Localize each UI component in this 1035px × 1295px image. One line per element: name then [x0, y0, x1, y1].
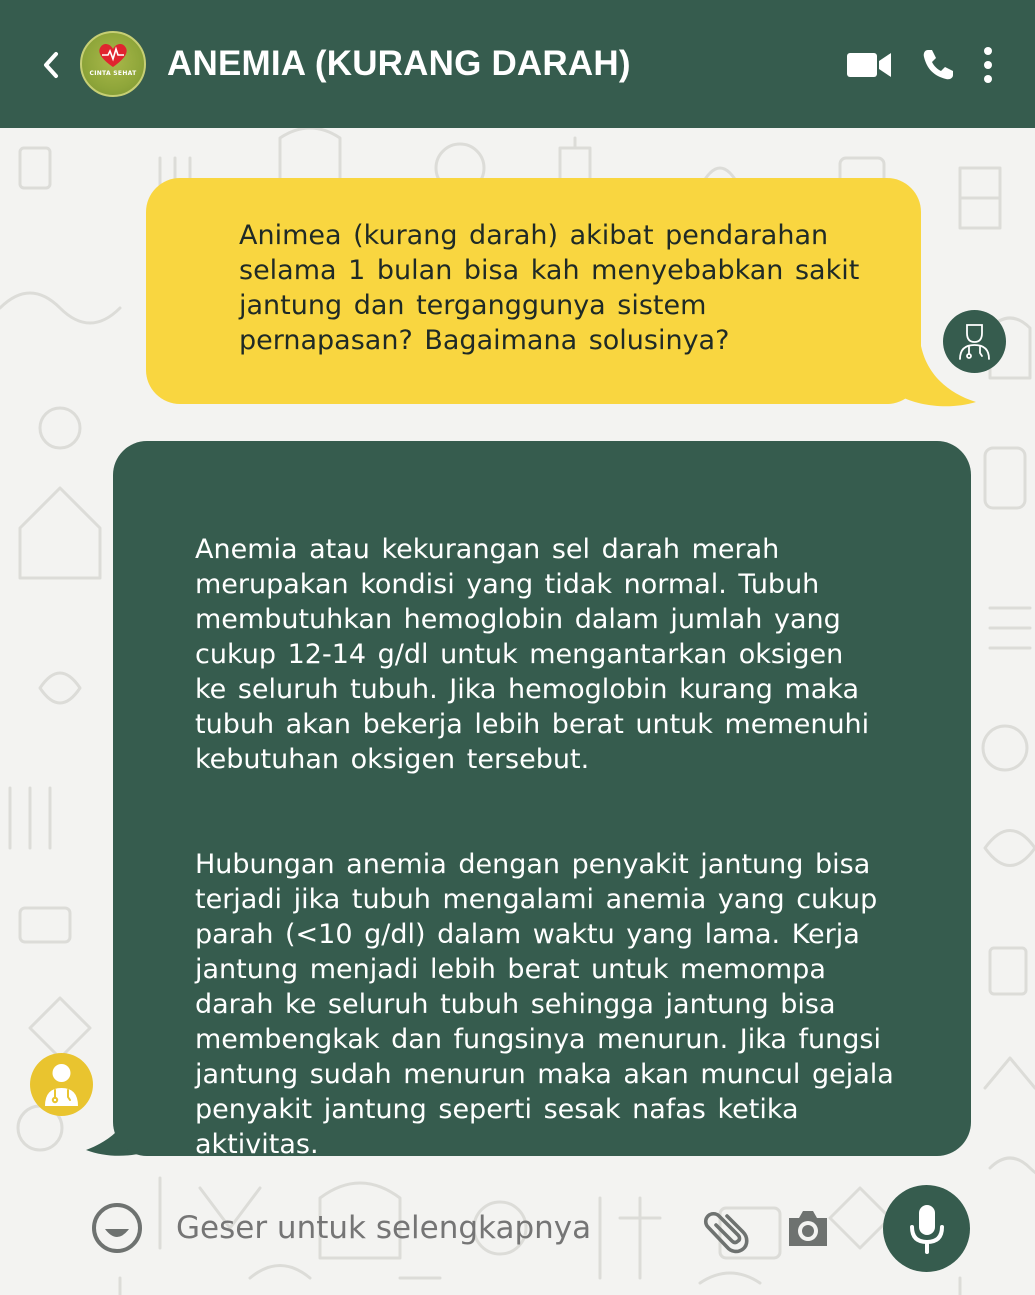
bot-message-bubble[interactable]: [113, 441, 971, 1160]
phone-icon[interactable]: [920, 47, 956, 83]
back-icon[interactable]: [38, 48, 64, 82]
doctor-avatar: [30, 1053, 93, 1116]
chat-header: [0, 0, 1035, 128]
user-avatar: [943, 310, 1006, 373]
chat-title: ANEMIA (KURANG DARAH): [167, 44, 631, 83]
user-message-text: Animea (kurang darah) akibat pendarahan selama 1 bulan bisa kah menyebabkan sakit jantung dan terganggunya sistem pernapasan? Bagaimana solusinya?: [239, 220, 860, 356]
camera-icon[interactable]: [785, 1206, 831, 1250]
microphone-icon: [908, 1203, 946, 1255]
attachment-icon[interactable]: [703, 1202, 755, 1254]
doctor-icon: [43, 1062, 80, 1106]
doctor-outline-icon: [957, 321, 992, 361]
bot-paragraph-1: Anemia atau kekurangan sel darah merah merupakan kondisi yang tidak normal. Tubuh membutuhkan hemoglobin dalam jumlah yang cukup 12-14 g/dl untuk mengantarkan oksigen ke seluruh tubuh. Jika hemoglobin kurang maka tubuh akan bekerja lebih berat untuk memenuhi kebutuhan oksigen tersebut.: [195, 534, 870, 775]
logo-label: CINTA SEHAT: [89, 70, 137, 77]
message-input[interactable]: [176, 1205, 676, 1251]
user-message-bubble[interactable]: [146, 178, 921, 404]
video-call-icon[interactable]: [845, 48, 893, 82]
contact-avatar-logo[interactable]: [80, 31, 146, 97]
emoji-icon[interactable]: [90, 1201, 144, 1255]
microphone-button[interactable]: [883, 1185, 970, 1272]
more-options-icon[interactable]: [980, 46, 996, 84]
bot-paragraph-2: Hubungan anemia dengan penyakit jantung bisa terjadi jika tubuh mengalami anemia yang cukup parah (<10 g/dl) dalam waktu yang lama. Kerja jantung menjadi lebih berat untuk memompa darah ke seluruh tubuh sehingga jantung bisa membengkak dan fungsinya menurun. Jika fungsi jantung sudah menurun maka akan muncul gejala penyakit jantung seperti sesak nafas ketika aktivitas.: [195, 849, 894, 1160]
heart-icon: [96, 41, 130, 69]
bot-message-text: [195, 497, 925, 1197]
